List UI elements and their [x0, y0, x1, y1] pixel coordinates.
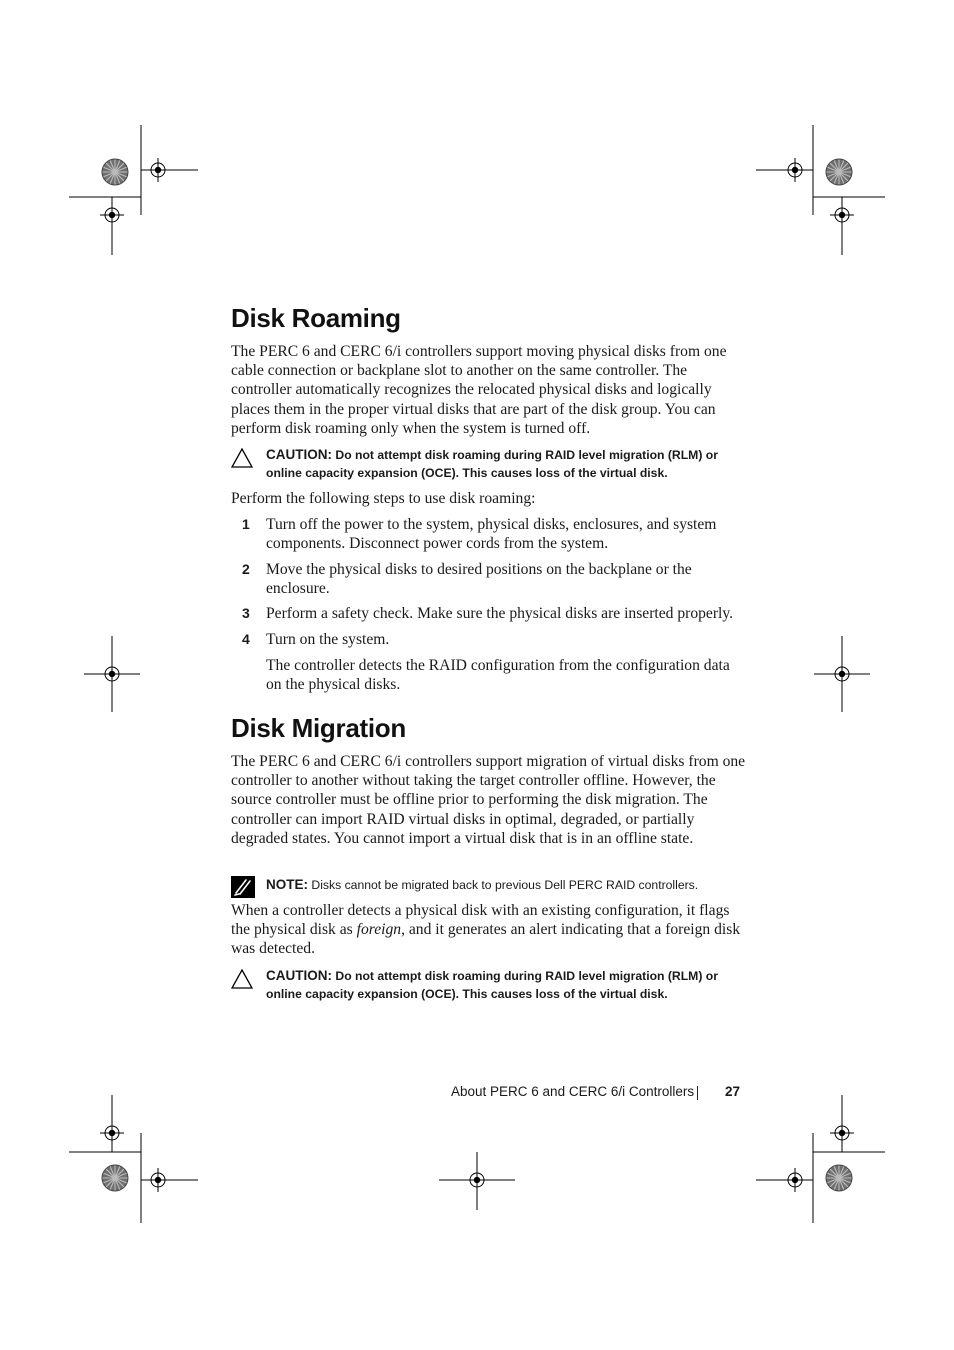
caution-label: CAUTION: [266, 968, 332, 983]
note-body: Disks cannot be migrated back to previous Dell PERC RAID controllers. [311, 878, 699, 892]
step-number: 1 [242, 516, 250, 532]
caution-triangle-icon [231, 448, 253, 468]
caution-text [266, 446, 746, 482]
note-label: NOTE: [266, 877, 308, 892]
section-title-disk-migration: Disk Migration [231, 713, 406, 743]
step-text: Perform a safety check. Make sure the physical disks are inserted properly. [266, 605, 734, 622]
page-number: 27 [725, 1084, 741, 1099]
step-number: 4 [242, 631, 250, 647]
step-text: Turn on the system. [266, 631, 390, 648]
step-followup-text: The controller detects the RAID configuration from the configuration data on the physical disks. [266, 657, 730, 694]
footer-title: About PERC 6 and CERC 6/i Controllers [451, 1084, 695, 1099]
foreign-disk-text-before: When a controller detects a physical disk with an existing configuration, it flags the physical disk as [231, 902, 730, 939]
note-pencil-icon [231, 876, 255, 898]
foreign-disk-text-after: , and it generates an alert indicating that a foreign disk was detected. [231, 921, 741, 958]
disk-migration-intro: The PERC 6 and CERC 6/i controllers support migration of virtual disks from one controller to another without taking the target controller offline. However, the source controller must be offline prior to performing the disk migration. The controller can import RAID virtual disks in optimal, degraded, or partially degraded states. You cannot import a virtual disk that is in an offline state. [231, 753, 746, 847]
step-text: Turn off the power to the system, physical disks, enclosures, and system components. Disconnect power cords from the system. [266, 516, 717, 553]
foreign-term: foreign [356, 921, 402, 939]
footer-separator [697, 1086, 698, 1100]
section-title-disk-roaming: Disk Roaming [231, 303, 401, 333]
step-text: Move the physical disks to desired positions on the backplane or the enclosure. [266, 561, 692, 598]
caution-body: Do not attempt disk roaming during RAID level migration (RLM) or online capacity expansion (OCE). This causes loss of the virtual disk. [266, 969, 718, 1001]
caution-label: CAUTION: [266, 447, 332, 462]
note-text [266, 876, 746, 894]
step-number: 2 [242, 561, 250, 577]
caution-body: Do not attempt disk roaming during RAID level migration (RLM) or online capacity expansion (OCE). This causes loss of the virtual disk. [266, 448, 718, 480]
foreign-disk-paragraph [231, 901, 746, 959]
step-number: 3 [242, 605, 250, 621]
caution-text [266, 967, 746, 1003]
caution-triangle-icon [231, 969, 253, 989]
steps-intro: Perform the following steps to use disk roaming: [231, 490, 536, 507]
disk-roaming-intro: The PERC 6 and CERC 6/i controllers support moving physical disks from one cable connection or backplane slot to another on the same controller. The controller automatically recognizes the relocated physical disks and logically places them in the proper virtual disks that are part of the disk group. You can perform disk roaming only when the system is turned off. [231, 343, 727, 437]
